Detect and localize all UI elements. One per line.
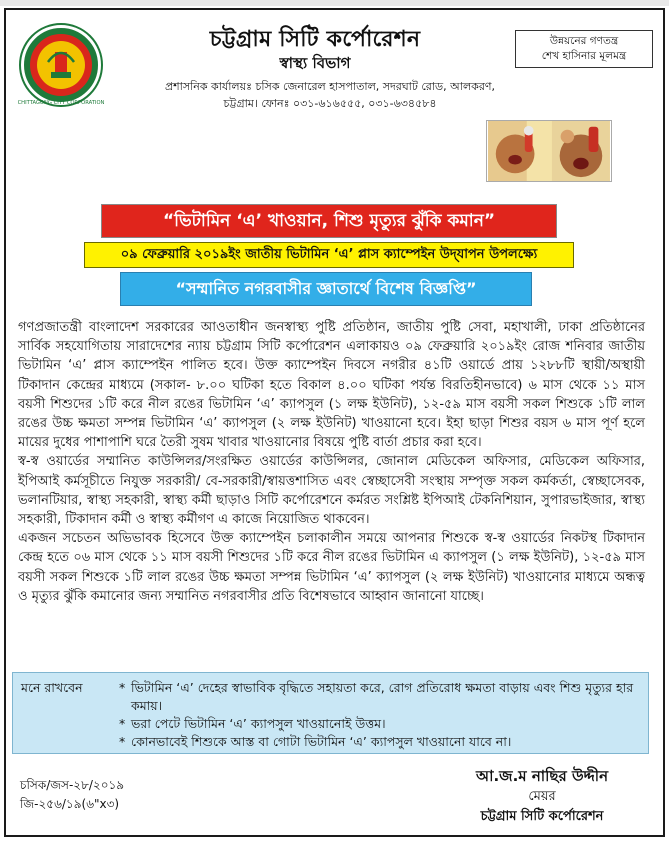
notice-banner: “সম্মানিত নগরবাসীর জ্ঞাতার্থে বিশেষ বিজ্ঞপ্তি” — [120, 272, 532, 306]
bullet-star: * — [119, 680, 126, 695]
department-name: স্বাস্থ্য বিভাগ — [279, 54, 351, 72]
reminder-item — [119, 679, 640, 715]
office-address — [120, 78, 540, 112]
slogan-line: শেখ হাসিনার মূলমন্ত্র — [541, 50, 627, 62]
signatory-organization: চট্টগ্রাম সিটি কর্পোরেশন — [480, 809, 604, 824]
reminder-box — [12, 672, 649, 754]
contact-line: চট্টগ্রাম। ফোনঃ ০৩১-৬১৬৫৫৫, ০৩১-৬৩৪৫৮৪ — [223, 97, 437, 110]
reminder-text: ভিটামিন ‘এ’ দেহের স্বাভাবিক বৃদ্ধিতে সহায়তা করে, রোগ প্রতিরোধ ক্ষমতা বাড়ায় এবং শিশু মৃত্যুর হার কমায়। — [131, 680, 634, 713]
vitamin-a-drops-photo — [486, 120, 612, 182]
signature-block — [422, 765, 662, 827]
organization-title: চট্টগ্রাম সিটি কর্পোরেশন — [209, 27, 421, 52]
body-paragraph: স্ব-স্ব ওয়ার্ডের সম্মানিত কাউন্সিলর/সংরক্ষিত ওয়ার্ডের কাউন্সিলর, জোনাল মেডিকেল অফিসার, মেডিকেল অফিসার, ইপিআই কর্মসূচীতে নিযুক্ত সরকারী/ বে-সরকারী/স্বায়ত্তশাসিত এবং স্বেচ্ছাসেবী সংস্থায় সম্পৃক্ত সকল কর্মকর্তা, স্বেচ্ছাসেবক, ভলানটিয়ার, স্বাস্থ্য সহকারী, স্বাস্থ্য কর্মী ছাড়াও সিটি কর্পোরেশনে কর্মরত সংশ্লিষ্ট ইপিআই টেকনিশিয়ান, সুপারভাইজার, স্বাস্থ্য সহকারী, টিকাদান কর্মী ও স্বাস্থ্য কর্মীগণ এ কাজে নিয়োজিত থাকবেন। — [18, 454, 645, 528]
reminder-text: ভরা পেটে ভিটামিন ‘এ’ ক্যাপসুল খাওয়ানোই উত্তম। — [131, 716, 386, 731]
reminder-lead: মনে রাখবেন — [21, 680, 83, 695]
reminder-item — [119, 715, 640, 733]
bullet-star: * — [119, 734, 126, 749]
svg-text:CHITTAGONG CITY CORPORATION: CHITTAGONG CITY CORPORATION — [18, 100, 104, 106]
body-paragraph: গণপ্রজাতন্ত্রী বাংলাদেশ সরকারের আওতাধীন জনস্বাস্থ্য পুষ্টি প্রতিষ্ঠান, জাতীয় পুষ্টি সেবা, মহাখালী, ঢাকা প্রতিষ্ঠানের সার্বিক সহযোগিতায় সারাদেশের ন্যায় চট্টগ্রাম সিটি কর্পোরেশন এলাকায়ও ০৯ ফেব্রুয়ারি ২০১৯ইং রোজ শনিবার জাতীয় ভিটামিন ‘এ’ প্লাস ক্যাম্পেইন পালিত হবে। উক্ত ক্যাম্পেইন দিবসে নগরীর ৪১টি ওয়ার্ডে প্রায় ১২৮৮টি স্থায়ী/অস্থায়ী টিকাদান কেন্দ্রের মাধ্যমে (সকাল- ৮.০০ ঘটিকা হতে বিকাল ৪.০০ ঘটিকা পর্যন্ত বিরতিহীনভাবে) ৬ মাস থেকে ১১ মাস বয়সী শিশুদের ১টি করে নীল রঙের ভিটামিন ‘এ’ ক্যাপসুল (১ লক্ষ ইউনিট), ১২-৫৯ মাস বয়সী সকল শিশুকে ১টি লাল রঙের উচ্চ ক্ষমতা সম্পন্ন ভিটামিন ‘এ’ ক্যাপসুল (২ লক্ষ ইউনিট) খাওয়ানো হবে। ইহা ছাড়া শিশুর বয়স ৬ মাস পূর্ণ হলে মায়ের দুধের পাশাপাশি ঘরে তৈরী সুষম খাবার খাওয়ানোর বিষয়ে পুষ্টি বার্তা প্রচার করা হবে। — [18, 320, 645, 451]
reminder-item — [119, 733, 640, 751]
slogan-banner: “ভিটামিন ‘এ’ খাওয়ান, শিশু মৃত্যুর ঝুঁকি কমান” — [101, 204, 557, 238]
address-line: প্রশাসনিক কার্যালয়ঃ চসিক জেনারেল হাসপাতাল, সদরঘাট রোড, আলকরণ, — [164, 80, 496, 93]
reminder-text: কোনভাবেই শিশুকে আস্ত বা গোটা ভিটামিন ‘এ’ ক্যাপসুল খাওয়ানো যাবে না। — [131, 734, 512, 749]
bullet-star: * — [119, 716, 126, 731]
slogan-box — [515, 30, 653, 68]
memo-number: চসিক/জস-২৮/২০১৯ — [20, 778, 125, 792]
reference-numbers — [20, 776, 124, 814]
occasion-banner: ০৯ ফেব্রুয়ারি ২০১৯ইং জাতীয় ভিটামিন ‘এ’ প্লাস ক্যাম্পেইন উদ্‌যাপন উপলক্ষ্যে — [84, 242, 574, 268]
gov-press-number: জি-২৫৬/১৯(৬"x৩) — [20, 797, 120, 811]
body-paragraph: একজন সচেতন অভিভাবক হিসেবে উক্ত ক্যাম্পেইন চলাকালীন সময়ে আপনার শিশুকে স্ব-স্ব ওয়ার্ডের নিকটস্থ টিকাদান কেন্দ্র হতে ০৬ মাস থেকে ১১ মাস বয়সী শিশুদের ১টি করে নীল রঙের ভিটামিন এ ক্যাপসুল (১ লক্ষ ইউনিট), ১২-৫৯ মাস বয়সী সকল শিশুকে ১টি লাল রঙের উচ্চ ক্ষমতা সম্পন্ন ভিটামিন ‘এ’ ক্যাপসুল (২ লক্ষ ইউনিট) খাওয়ানোর মাধ্যমে অন্ধত্ব ও মৃত্যুর ঝুঁকি কমানোর জন্য সম্মানিত নগরবাসীর প্রতি বিশেষভাবে আহ্বান জানানো যাচ্ছে। — [18, 531, 645, 604]
signatory-title: মেয়র — [528, 789, 556, 804]
signatory-name: আ.জ.ম নাছির উদ্দীন — [475, 767, 609, 785]
top-strip — [0, 0, 669, 6]
slogan-line: উন্নয়নের গণতন্ত্র — [549, 35, 619, 47]
notice-body — [18, 318, 645, 606]
city-corporation-logo — [18, 22, 104, 108]
